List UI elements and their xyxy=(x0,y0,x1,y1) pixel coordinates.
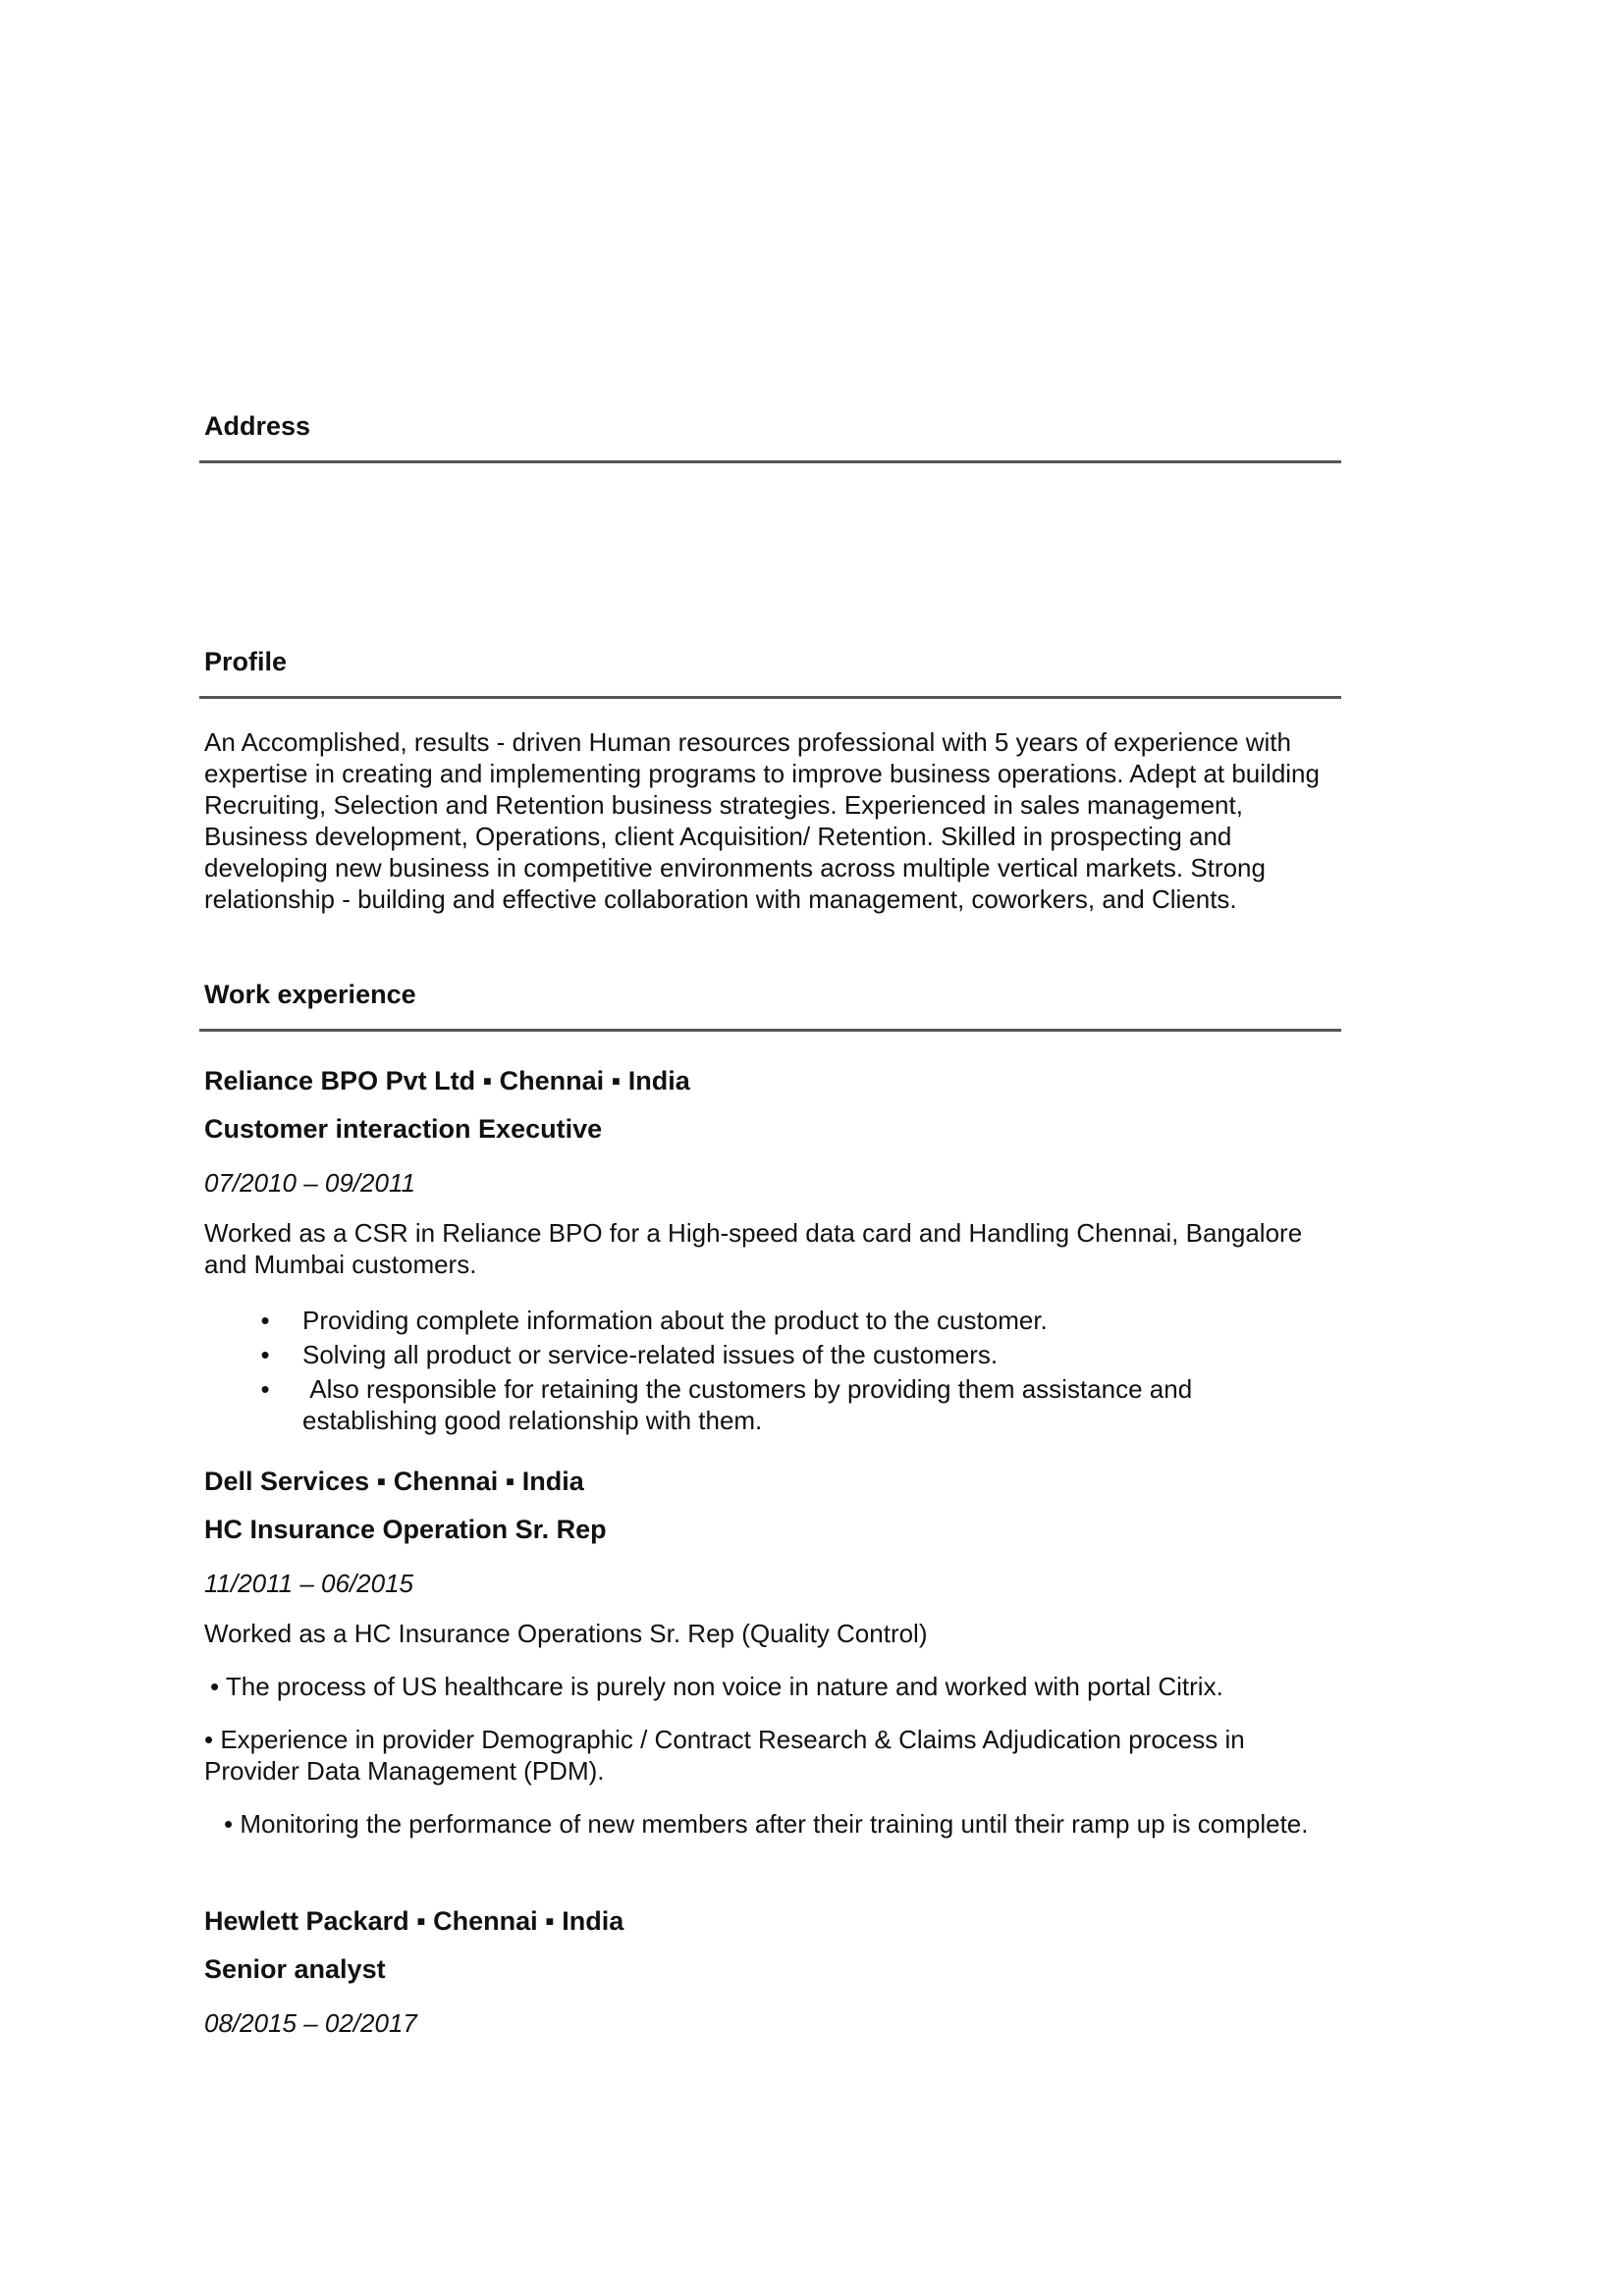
job-summary: Worked as a HC Insurance Operations Sr. Rep (Quality Control) xyxy=(204,1619,928,1648)
job-bullet-text: • Monitoring the performance of new members after their training until their ramp up is complete. xyxy=(224,1809,1309,1839)
job-dates: 07/2010 – 09/2011 xyxy=(204,1168,415,1198)
bullet-text: Solving all product or service-related issues of the customers. xyxy=(302,1340,999,1369)
list-item xyxy=(255,1339,1326,1370)
list-item xyxy=(255,1373,1326,1436)
bullet-icon: • xyxy=(260,1306,270,1335)
job-dates: 08/2015 – 02/2017 xyxy=(204,2008,417,2038)
job-title: Customer interaction Executive xyxy=(204,1114,603,1144)
job-bullet-text: • The process of US healthcare is purely non voice in nature and worked with portal Citrix. xyxy=(210,1672,1223,1701)
section-divider xyxy=(199,1029,1341,1032)
bullet-icon: • xyxy=(260,1340,270,1369)
job-company: Hewlett Packard ▪ Chennai ▪ India xyxy=(204,1906,624,1936)
job-company: Dell Services ▪ Chennai ▪ India xyxy=(204,1467,584,1496)
job-company: Reliance BPO Pvt Ltd ▪ Chennai ▪ India xyxy=(204,1066,690,1095)
job-title: HC Insurance Operation Sr. Rep xyxy=(204,1515,607,1544)
section-heading-profile: Profile xyxy=(204,647,288,676)
job-summary: Worked as a CSR in Reliance BPO for a High-speed data card and Handling Chennai, Bangalore and Mumbai customers. xyxy=(204,1218,1303,1279)
job-bullet-list xyxy=(255,1305,1326,1439)
bullet-text: Also responsible for retaining the customers by providing them assistance and establishing good relationship with them. xyxy=(302,1374,1200,1435)
job-bullet-text: • Experience in provider Demographic / Contract Research & Claims Adjudication process in Provider Data Management (PDM). xyxy=(204,1725,1245,1786)
section-heading-address: Address xyxy=(204,411,311,441)
bullet-icon: • xyxy=(260,1374,270,1404)
profile-text: An Accomplished, results - driven Human resources professional with 5 years of experience with expertise in creating and implementing programs to improve business operations. Adept at building Recruiting, Selection and Retention business strategies. Experienced in sales management, Business development, Operations, client Acquisition/ Retention. Skilled in prospecting and developing new business in competitive environments across multiple vertical markets. Strong relationship - building and effective collaboration with management, coworkers, and Clients. xyxy=(204,727,1320,914)
section-heading-work-experience: Work experience xyxy=(204,980,416,1009)
section-divider xyxy=(199,460,1341,463)
list-item xyxy=(255,1305,1326,1336)
job-title: Senior analyst xyxy=(204,1954,386,1984)
section-divider xyxy=(199,696,1341,699)
job-dates: 11/2011 – 06/2015 xyxy=(204,1569,414,1598)
bullet-text: Providing complete information about the product to the customer. xyxy=(302,1306,1048,1335)
